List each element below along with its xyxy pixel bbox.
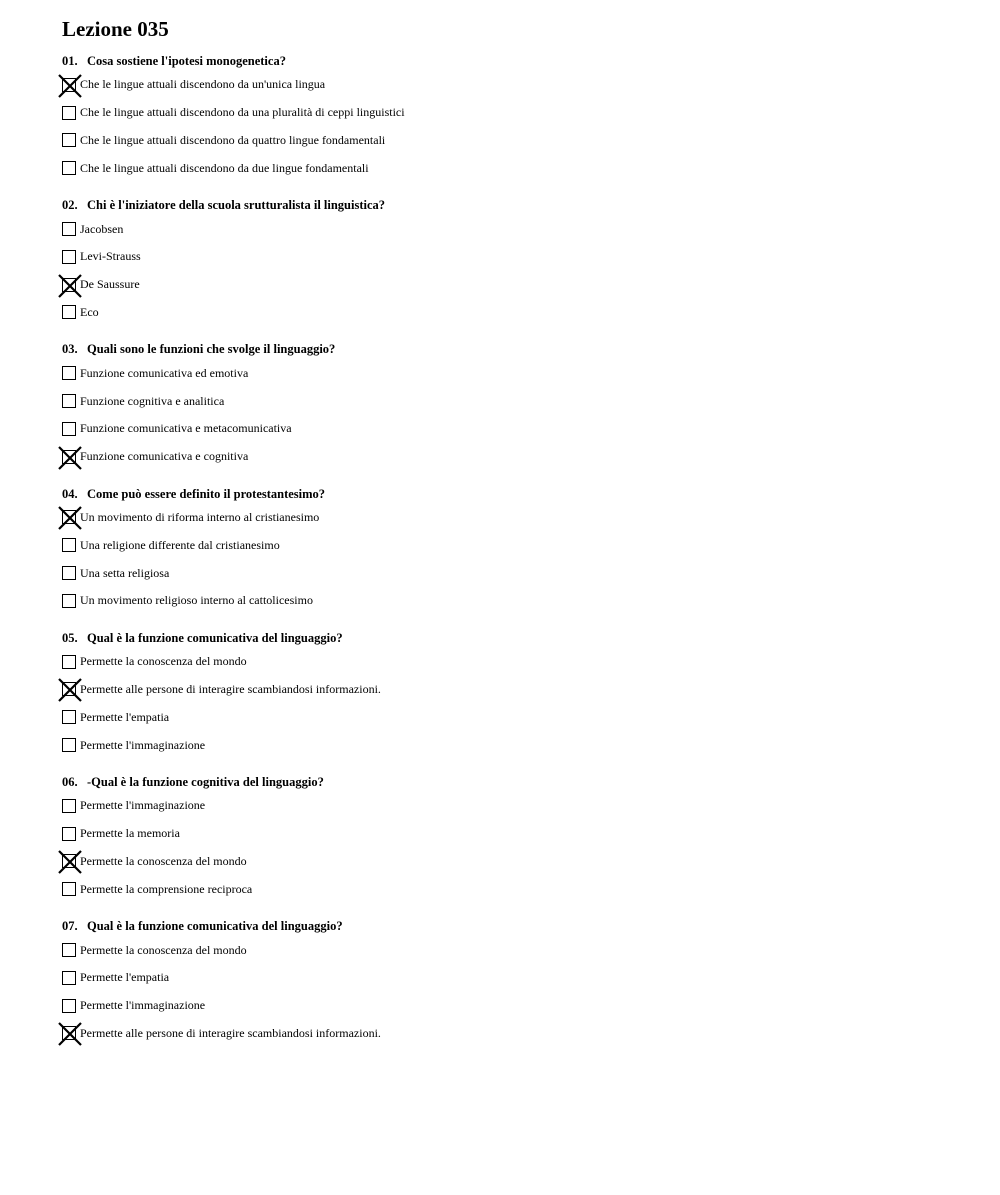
checkbox-icon[interactable] <box>62 999 76 1013</box>
answer-label: Permette l'immaginazione <box>80 998 206 1013</box>
answer-label: Permette alle persone di interagire scambiandosi informazioni. <box>80 1025 381 1040</box>
checkbox-icon[interactable] <box>62 594 76 608</box>
checkbox-icon[interactable] <box>62 133 76 147</box>
checkbox-icon[interactable] <box>62 106 76 120</box>
question-header <box>62 195 962 215</box>
cross-mark-icon <box>57 1021 83 1047</box>
answer-option[interactable] <box>62 676 962 704</box>
answer-option[interactable] <box>62 271 962 299</box>
answer-option[interactable] <box>62 936 962 964</box>
question-number: 04. <box>62 486 78 501</box>
checked-box-icon[interactable] <box>62 1026 76 1040</box>
answer-option[interactable] <box>62 792 962 820</box>
checkbox-icon[interactable] <box>62 305 76 319</box>
answer-label: Che le lingue attuali discendono da un'unica lingua <box>80 77 326 92</box>
answer-label: Un movimento di riforma interno al cristianesimo <box>80 509 320 524</box>
checkbox-icon[interactable] <box>62 161 76 175</box>
cross-mark-icon <box>57 677 83 703</box>
answer-label: Eco <box>80 304 99 319</box>
question-block <box>62 339 962 470</box>
checkbox-icon[interactable] <box>62 538 76 552</box>
answer-option[interactable] <box>62 154 962 182</box>
question-header <box>62 916 962 936</box>
answer-label: Che le lingue attuali discendono da una pluralità di ceppi linguistici <box>80 105 405 120</box>
answer-label: Permette l'immaginazione <box>80 737 206 752</box>
question-block <box>62 51 962 182</box>
answer-option[interactable] <box>62 299 962 327</box>
checkbox-icon[interactable] <box>62 366 76 380</box>
answer-label: Permette alle persone di interagire scambiandosi informazioni. <box>80 681 381 696</box>
answer-label: Funzione comunicativa e cognitiva <box>80 449 249 464</box>
question-header <box>62 484 962 504</box>
checked-box-icon[interactable] <box>62 78 76 92</box>
answer-label: Permette la conoscenza del mondo <box>80 853 247 868</box>
answer-label: Una setta religiosa <box>80 565 170 580</box>
answer-option[interactable] <box>62 387 962 415</box>
answer-option[interactable] <box>62 531 962 559</box>
answer-label: Permette la conoscenza del mondo <box>80 654 247 669</box>
cross-mark-icon <box>57 849 83 875</box>
answer-label: Permette la memoria <box>80 826 180 841</box>
cross-mark-icon <box>57 273 83 299</box>
answer-label: Jacobsen <box>80 221 124 236</box>
question-number: 06. <box>62 774 78 789</box>
checkbox-icon[interactable] <box>62 943 76 957</box>
answer-option[interactable] <box>62 648 962 676</box>
question-block <box>62 628 962 759</box>
quiz-page <box>62 16 962 1047</box>
question-text: Qual è la funzione comunicativa del linguaggio? <box>87 630 343 645</box>
answer-label: Che le lingue attuali discendono da quattro lingue fondamentali <box>80 132 386 147</box>
answer-label: Levi-Strauss <box>80 249 141 264</box>
question-number: 07. <box>62 919 78 934</box>
question-header <box>62 339 962 359</box>
answer-label: Che le lingue attuali discendono da due lingue fondamentali <box>80 160 369 175</box>
answer-label: Permette l'immaginazione <box>80 798 206 813</box>
answer-option[interactable] <box>62 243 962 271</box>
answer-label: Funzione cognitiva e analitica <box>80 393 225 408</box>
cross-mark-icon <box>57 73 83 99</box>
question-number: 02. <box>62 198 78 213</box>
checkbox-icon[interactable] <box>62 394 76 408</box>
answer-option[interactable] <box>62 703 962 731</box>
question-text: Quali sono le funzioni che svolge il linguaggio? <box>87 342 336 357</box>
checked-box-icon[interactable] <box>62 510 76 524</box>
answer-option[interactable] <box>62 99 962 127</box>
question-number: 01. <box>62 54 78 68</box>
question-number: 05. <box>62 630 78 645</box>
answer-option[interactable] <box>62 504 962 532</box>
checked-box-icon[interactable] <box>62 278 76 292</box>
answer-label: Permette la conoscenza del mondo <box>80 942 247 957</box>
answer-label: Un movimento religioso interno al cattolicesimo <box>80 593 313 608</box>
answer-option[interactable] <box>62 848 962 876</box>
checkbox-icon[interactable] <box>62 799 76 813</box>
checked-box-icon[interactable] <box>62 854 76 868</box>
answer-option[interactable] <box>62 587 962 615</box>
question-text: Cosa sostiene l'ipotesi monogenetica? <box>87 54 286 68</box>
question-header <box>62 51 962 71</box>
checkbox-icon[interactable] <box>62 655 76 669</box>
checkbox-icon[interactable] <box>62 422 76 436</box>
answer-option[interactable] <box>62 964 962 992</box>
answer-label: Permette l'empatia <box>80 970 170 985</box>
checkbox-icon[interactable] <box>62 827 76 841</box>
cross-mark-icon <box>57 505 83 531</box>
question-text: -Qual è la funzione cognitiva del linguaggio? <box>87 774 324 789</box>
checkbox-icon[interactable] <box>62 971 76 985</box>
answer-option[interactable] <box>62 127 962 155</box>
answer-option[interactable] <box>62 443 962 471</box>
checkbox-icon[interactable] <box>62 738 76 752</box>
checkbox-icon[interactable] <box>62 882 76 896</box>
answer-option[interactable] <box>62 992 962 1020</box>
checkbox-icon[interactable] <box>62 710 76 724</box>
question-block <box>62 484 962 615</box>
answer-option[interactable] <box>62 875 962 903</box>
question-text: Chi è l'iniziatore della scuola srutturalista il linguistica? <box>87 198 386 213</box>
checked-box-icon[interactable] <box>62 682 76 696</box>
checked-box-icon[interactable] <box>62 450 76 464</box>
answer-label: Una religione differente dal cristianesimo <box>80 537 280 552</box>
answer-option[interactable] <box>62 359 962 387</box>
answer-option[interactable] <box>62 415 962 443</box>
question-block <box>62 916 962 1047</box>
question-text: Qual è la funzione comunicativa del linguaggio? <box>87 919 343 934</box>
answer-option[interactable] <box>62 1020 962 1048</box>
answer-option[interactable] <box>62 731 962 759</box>
question-block <box>62 195 962 326</box>
answer-option[interactable] <box>62 820 962 848</box>
answer-option[interactable] <box>62 71 962 99</box>
question-header <box>62 628 962 648</box>
checkbox-icon[interactable] <box>62 222 76 236</box>
checkbox-icon[interactable] <box>62 566 76 580</box>
question-number: 03. <box>62 342 78 357</box>
cross-mark-icon <box>57 445 83 471</box>
question-list <box>62 51 962 1047</box>
answer-label: De Saussure <box>80 277 140 292</box>
answer-label: Permette l'empatia <box>80 709 170 724</box>
answer-option[interactable] <box>62 559 962 587</box>
answer-label: Permette la comprensione reciproca <box>80 881 253 896</box>
question-header <box>62 772 962 792</box>
answer-label: Funzione comunicativa e metacomunicativa <box>80 421 292 436</box>
question-block <box>62 772 962 903</box>
checkbox-icon[interactable] <box>62 250 76 264</box>
answer-option[interactable] <box>62 215 962 243</box>
lesson-title: Lezione 035 <box>62 17 169 41</box>
question-text: Come può essere definito il protestantesimo? <box>87 486 326 501</box>
answer-label: Funzione comunicativa ed emotiva <box>80 365 249 380</box>
